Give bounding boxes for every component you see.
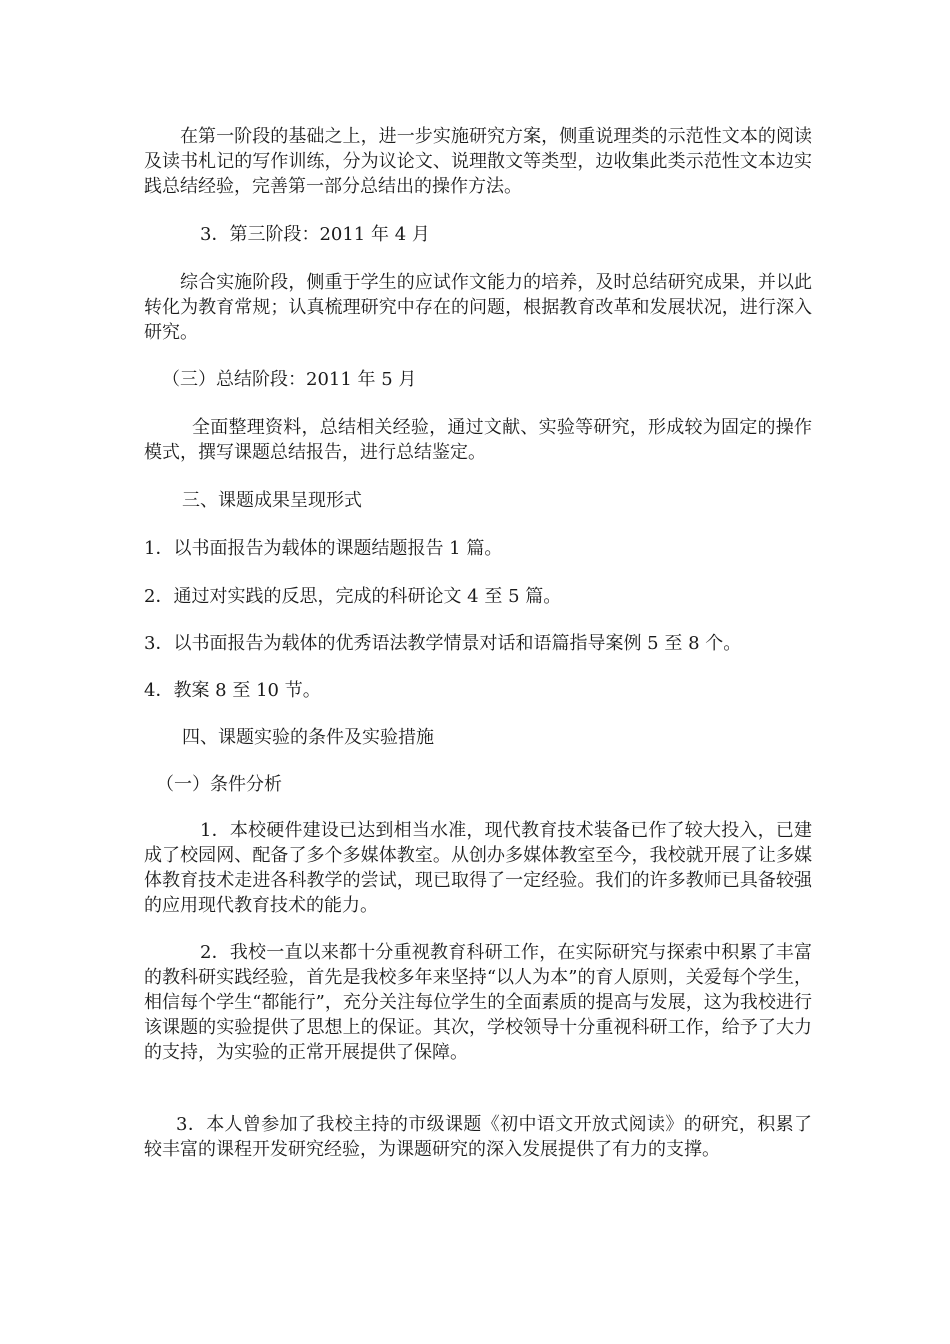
paragraph-stage2-detail: 在第一阶段的基础之上，进一步实施研究方案，侧重说理类的示范性文本的阅读及读书札记的写作训练，分为议论文、说理散文等类型，边收集此类示范性文本边实践总结经验，完善第一部分总结出的操作方法。 bbox=[144, 126, 812, 197]
paragraph-stage3-detail: 综合实施阶段，侧重于学生的应试作文能力的培养，及时总结研究成果，并以此转化为教育常规；认真梳理研究中存在的问题，根据教育改革和发展状况，进行深入研究。 bbox=[144, 272, 812, 343]
condition-analysis-heading: （一）条件分析 bbox=[156, 774, 282, 795]
condition-paragraph-1: 1．本校硬件建设已达到相当水准，现代教育技术装备已作了较大投入，已建成了校园网、配备了多个多媒体教室。从创办多媒体教室至今，我校就开展了让多媒体教育技术走进各科教学的尝试，现已取得了一定经验。我们的许多教师已具备较强的应用现代教育技术的能力。 bbox=[144, 820, 812, 916]
outcome-item-4: 4．教案 8 至 10 节。 bbox=[144, 680, 321, 701]
section-three-heading: 三、课题成果呈现形式 bbox=[182, 490, 362, 511]
outcome-item-2: 2．通过对实践的反思，完成的科研论文 4 至 5 篇。 bbox=[144, 586, 562, 607]
condition-paragraph-3: 3．本人曾参加了我校主持的市级课题《初中语文开放式阅读》的研究，积累了较丰富的课程开发研究经验，为课题研究的深入发展提供了有力的支撑。 bbox=[144, 1114, 812, 1160]
summary-stage-heading: （三）总结阶段：2011 年 5 月 bbox=[162, 369, 417, 390]
outcome-item-1: 1．以书面报告为载体的课题结题报告 1 篇。 bbox=[144, 538, 503, 559]
section-four-heading: 四、课题实验的条件及实验措施 bbox=[182, 727, 434, 748]
stage3-heading: 3．第三阶段：2011 年 4 月 bbox=[200, 224, 430, 245]
outcome-item-3: 3．以书面报告为载体的优秀语法教学情景对话和语篇指导案例 5 至 8 个。 bbox=[144, 633, 742, 654]
paragraph-summary-detail: 全面整理资料，总结相关经验，通过文献、实验等研究，形成较为固定的操作模式，撰写课题总结报告，进行总结鉴定。 bbox=[144, 417, 812, 463]
condition-paragraph-2: 2．我校一直以来都十分重视教育科研工作，在实际研究与探索中积累了丰富的教科研实践经验，首先是我校多年来坚持“以人为本”的育人原则，关爱每个学生，相信每个学生“都能行”，充分关注每位学生的全面素质的提高与发展，这为我校进行该课题的实验提供了思想上的保证。其次，学校领导十分重视科研工作，给予了大力的支持，为实验的正常开展提供了保障。 bbox=[144, 942, 812, 1063]
